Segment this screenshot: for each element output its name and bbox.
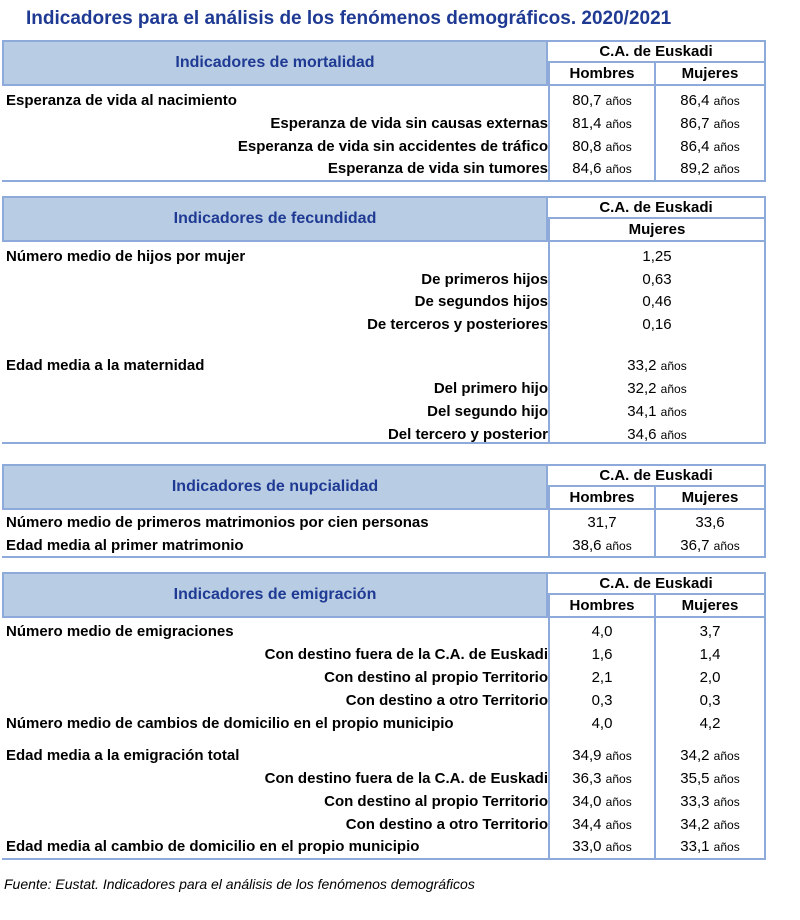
- hombres-value: 33,0 años: [572, 838, 632, 855]
- mujeres-value: 89,2 años: [680, 160, 740, 177]
- emigracion-header: Indicadores de emigración: [2, 572, 548, 618]
- region-header: C.A. de Euskadi: [548, 40, 766, 63]
- hombres-value: 38,6 años: [572, 537, 632, 554]
- row-label: De terceros y posteriores: [367, 316, 548, 333]
- page-title: Indicadores para el análisis de los fenómenos demográficos. 2020/2021: [26, 8, 672, 29]
- row-label: Con destino a otro Territorio: [345, 816, 548, 833]
- nupcialidad-table: [2, 464, 766, 560]
- row-label: De primeros hijos: [421, 271, 548, 288]
- row-label: Esperanza de vida al nacimiento: [6, 92, 237, 109]
- row-label: Número medio de primeros matrimonios por cien personas: [6, 514, 429, 531]
- mujeres-value: 36,7 años: [680, 537, 740, 554]
- region-header: C.A. de Euskadi: [548, 464, 766, 487]
- hombres-value: 80,8 años: [572, 138, 632, 155]
- row-label: Del segundo hijo: [427, 403, 548, 420]
- mujeres-value: 1,25: [642, 248, 672, 265]
- table-row: [2, 689, 766, 712]
- region-header: C.A. de Euskadi: [548, 572, 766, 595]
- hombres-header: Hombres: [548, 63, 656, 86]
- row-label: De segundos hijos: [414, 293, 548, 310]
- row-label: Con destino a otro Territorio: [345, 692, 548, 709]
- mujeres-value: 86,4 años: [680, 138, 740, 155]
- hombres-value: 36,3 años: [572, 770, 632, 787]
- hombres-value: 34,0 años: [572, 793, 632, 810]
- mortalidad-table: [2, 40, 766, 182]
- mujeres-value: 34,2 años: [680, 747, 740, 764]
- mujeres-value: 0,63: [642, 271, 672, 288]
- table-row: [2, 268, 766, 291]
- mujeres-value: 3,7: [699, 623, 721, 640]
- hombres-value: 34,4 años: [572, 816, 632, 833]
- table-row: [2, 835, 766, 858]
- mujeres-value: 32,2 años: [627, 380, 687, 397]
- nupcialidad-header: Indicadores de nupcialidad: [2, 464, 548, 510]
- mujeres-value: 34,6 años: [627, 426, 687, 443]
- table-row: [2, 290, 766, 313]
- table-row: [2, 400, 766, 423]
- table-row: [2, 313, 766, 336]
- table-row: [2, 712, 766, 735]
- mujeres-value: 86,4 años: [680, 92, 740, 109]
- row-label: Con destino fuera de la C.A. de Euskadi: [264, 770, 548, 787]
- mortalidad-header: Indicadores de mortalidad: [2, 40, 548, 86]
- mujeres-header: Mujeres: [656, 63, 766, 86]
- hombres-value: 1,6: [591, 646, 613, 663]
- mujeres-header: Mujeres: [548, 219, 766, 242]
- fecundidad-header: Indicadores de fecundidad: [2, 196, 548, 242]
- hombres-value: 84,6 años: [572, 160, 632, 177]
- row-label: Del primero hijo: [433, 380, 548, 397]
- table-row: [2, 620, 766, 643]
- table-row: [2, 666, 766, 689]
- hombres-value: 4,0: [591, 623, 613, 640]
- row-label: Edad media al primer matrimonio: [6, 537, 244, 554]
- table-row: [2, 511, 766, 534]
- mujeres-value: 34,1 años: [627, 403, 687, 420]
- mujeres-value: 1,4: [699, 646, 721, 663]
- region-header: C.A. de Euskadi: [548, 196, 766, 219]
- mujeres-value: 2,0: [699, 669, 721, 686]
- row-label: Esperanza de vida sin tumores: [327, 160, 548, 177]
- mujeres-value: 33,2 años: [627, 357, 687, 374]
- row-label: Con destino fuera de la C.A. de Euskadi: [264, 646, 548, 663]
- row-label: Esperanza de vida sin accidentes de tráfico: [237, 138, 548, 155]
- table-row: [2, 245, 766, 268]
- row-label: Edad media a la emigración total: [6, 747, 240, 764]
- mujeres-value: 34,2 años: [680, 816, 740, 833]
- emigracion-table: [2, 572, 766, 862]
- table-bottom-line: [2, 180, 548, 182]
- table-row: [2, 89, 766, 112]
- row-label: Del tercero y posterior: [387, 426, 548, 443]
- table-row: [2, 744, 766, 767]
- row-label: Edad media al cambio de domicilio en el propio municipio: [6, 838, 420, 855]
- table-row: [2, 112, 766, 135]
- fecundidad-table: [2, 196, 766, 448]
- row-label: Número medio de emigraciones: [6, 623, 234, 640]
- mujeres-value: 35,5 años: [680, 770, 740, 787]
- table-row: [2, 354, 766, 377]
- hombres-value: 4,0: [591, 715, 613, 732]
- mujeres-value: 0,46: [642, 293, 672, 310]
- row-label: Con destino al propio Territorio: [324, 669, 548, 686]
- row-label: Con destino al propio Territorio: [324, 793, 548, 810]
- mujeres-value: 33,6: [695, 514, 725, 531]
- table-row: [2, 767, 766, 790]
- hombres-value: 31,7: [587, 514, 617, 531]
- mujeres-value: 0,3: [699, 692, 721, 709]
- mujeres-header: Mujeres: [656, 487, 766, 510]
- mujeres-value: 0,16: [642, 316, 672, 333]
- source-note: Fuente: Eustat. Indicadores para el análisis de los fenómenos demográficos: [4, 876, 475, 892]
- row-label: Esperanza de vida sin causas externas: [270, 115, 548, 132]
- table-row: [2, 813, 766, 836]
- table-row: [2, 790, 766, 813]
- table-row: [2, 377, 766, 400]
- row-label: Número medio de hijos por mujer: [6, 248, 246, 265]
- table-row: [2, 643, 766, 666]
- mujeres-header: Mujeres: [656, 595, 766, 618]
- table-bottom-line: [2, 858, 548, 860]
- hombres-header: Hombres: [548, 487, 656, 510]
- hombres-value: 34,9 años: [572, 747, 632, 764]
- hombres-value: 2,1: [591, 669, 613, 686]
- mujeres-value: 86,7 años: [680, 115, 740, 132]
- mujeres-value: 33,3 años: [680, 793, 740, 810]
- table-row: [2, 423, 766, 446]
- mujeres-value: 33,1 años: [680, 838, 740, 855]
- table-row: [2, 157, 766, 180]
- hombres-value: 81,4 años: [572, 115, 632, 132]
- hombres-value: 80,7 años: [572, 92, 632, 109]
- row-label: Número medio de cambios de domicilio en el propio municipio: [6, 715, 454, 732]
- hombres-value: 0,3: [591, 692, 613, 709]
- row-label: Edad media a la maternidad: [6, 357, 205, 374]
- hombres-header: Hombres: [548, 595, 656, 618]
- table-row: [2, 534, 766, 557]
- mujeres-value: 4,2: [699, 715, 721, 732]
- table-row: [2, 135, 766, 158]
